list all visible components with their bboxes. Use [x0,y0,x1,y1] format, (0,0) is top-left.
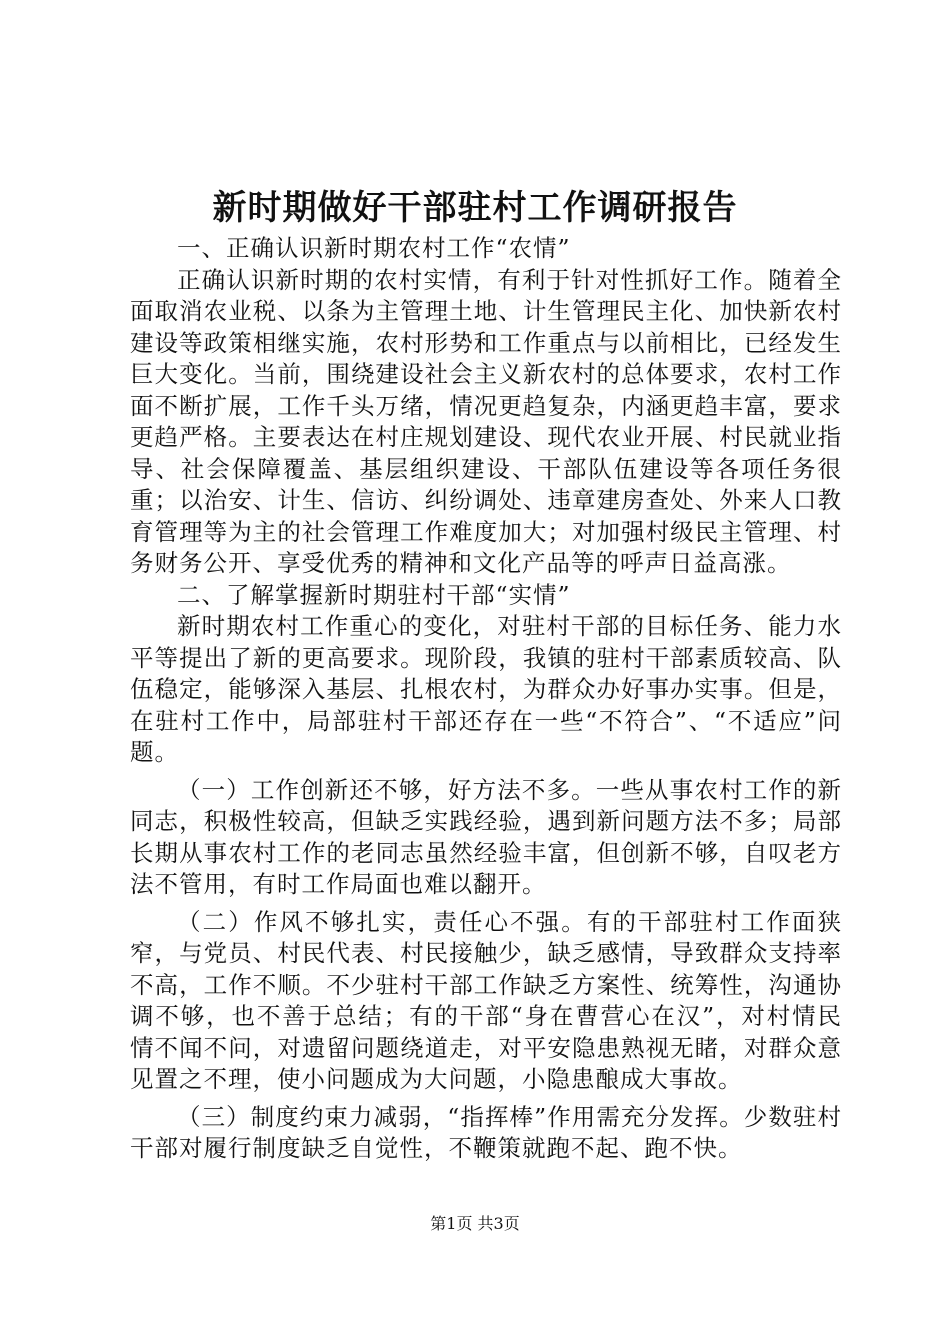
page-number: 第1页 共3页 [430,1214,520,1233]
section-heading-1: 一、正确认识新时期农村工作“农情” [177,234,571,262]
subsection-2: （二）作风不够扎实，责任心不强。有的干部驻村工作面狭窄，与党员、村民代表、村民接触少，缺乏感情，导致群众支持率不高，工作不顺。不少驻村干部工作缺乏方案性、统筹性，沟通协调不够，也不善于总结；有的干部“身在曹营心在汉”，对村情民情不闻不问，对遗留问题绕道走，对平安隐患熟视无睹，对群众意见置之不理，使小问题成为大问题，小隐患酿成大事故。 [130,907,842,1093]
paragraph: 新时期农村工作重心的变化，对驻村干部的目标任务、能力水平等提出了新的更高要求。现阶段，我镇的驻村干部素质较高、队伍稳定，能够深入基层、扎根农村，为群众办好事办实事。但是，在驻村工作中，局部驻村干部还存在一些“不符合”、“不适应”问题。 [130,612,842,766]
paragraph: 正确认识新时期的农村实情，有利于针对性抓好工作。随着全面取消农业税、以条为主管理土地、计生管理民主化、加快新农村建设等政策相继实施，农村形势和工作重点与以前相比，已经发生巨大变化。当前，围绕建设社会主义新农村的总体要求，农村工作面不断扩展，工作千头万绪，情况更趋复杂，内涵更趋丰富，要求更趋严格。主要表达在村庄规划建设、现代农业开展、村民就业指导、社会保障覆盖、基层组织建设、干部队伍建设等各项任务很重；以治安、计生、信访、纠纷调处、违章建房查处、外来人口教育管理等为主的社会管理工作难度加大；对加强村级民主管理、村务财务公开、享受优秀的精神和文化产品等的呼声日益高涨。 [130,265,842,577]
document-body [130,233,842,1165]
document-title: 新时期做好干部驻村工作调研报告 [212,188,738,228]
subsection-1: （一）工作创新还不够，好方法不多。一些从事农村工作的新同志，积极性较高，但缺乏实践经验，遇到新问题方法不多；局部长期从事农村工作的老同志虽然经验丰富，但创新不够，自叹老方法不管用，有时工作局面也难以翻开。 [130,775,842,898]
section-heading-2: 二、了解掌握新时期驻村干部“实情” [177,580,571,609]
subsection-3: （三）制度约束力减弱，“指挥棒”作用需充分发挥。少数驻村干部对履行制度缺乏自觉性，不鞭策就跑不起、跑不快。 [130,1102,842,1162]
